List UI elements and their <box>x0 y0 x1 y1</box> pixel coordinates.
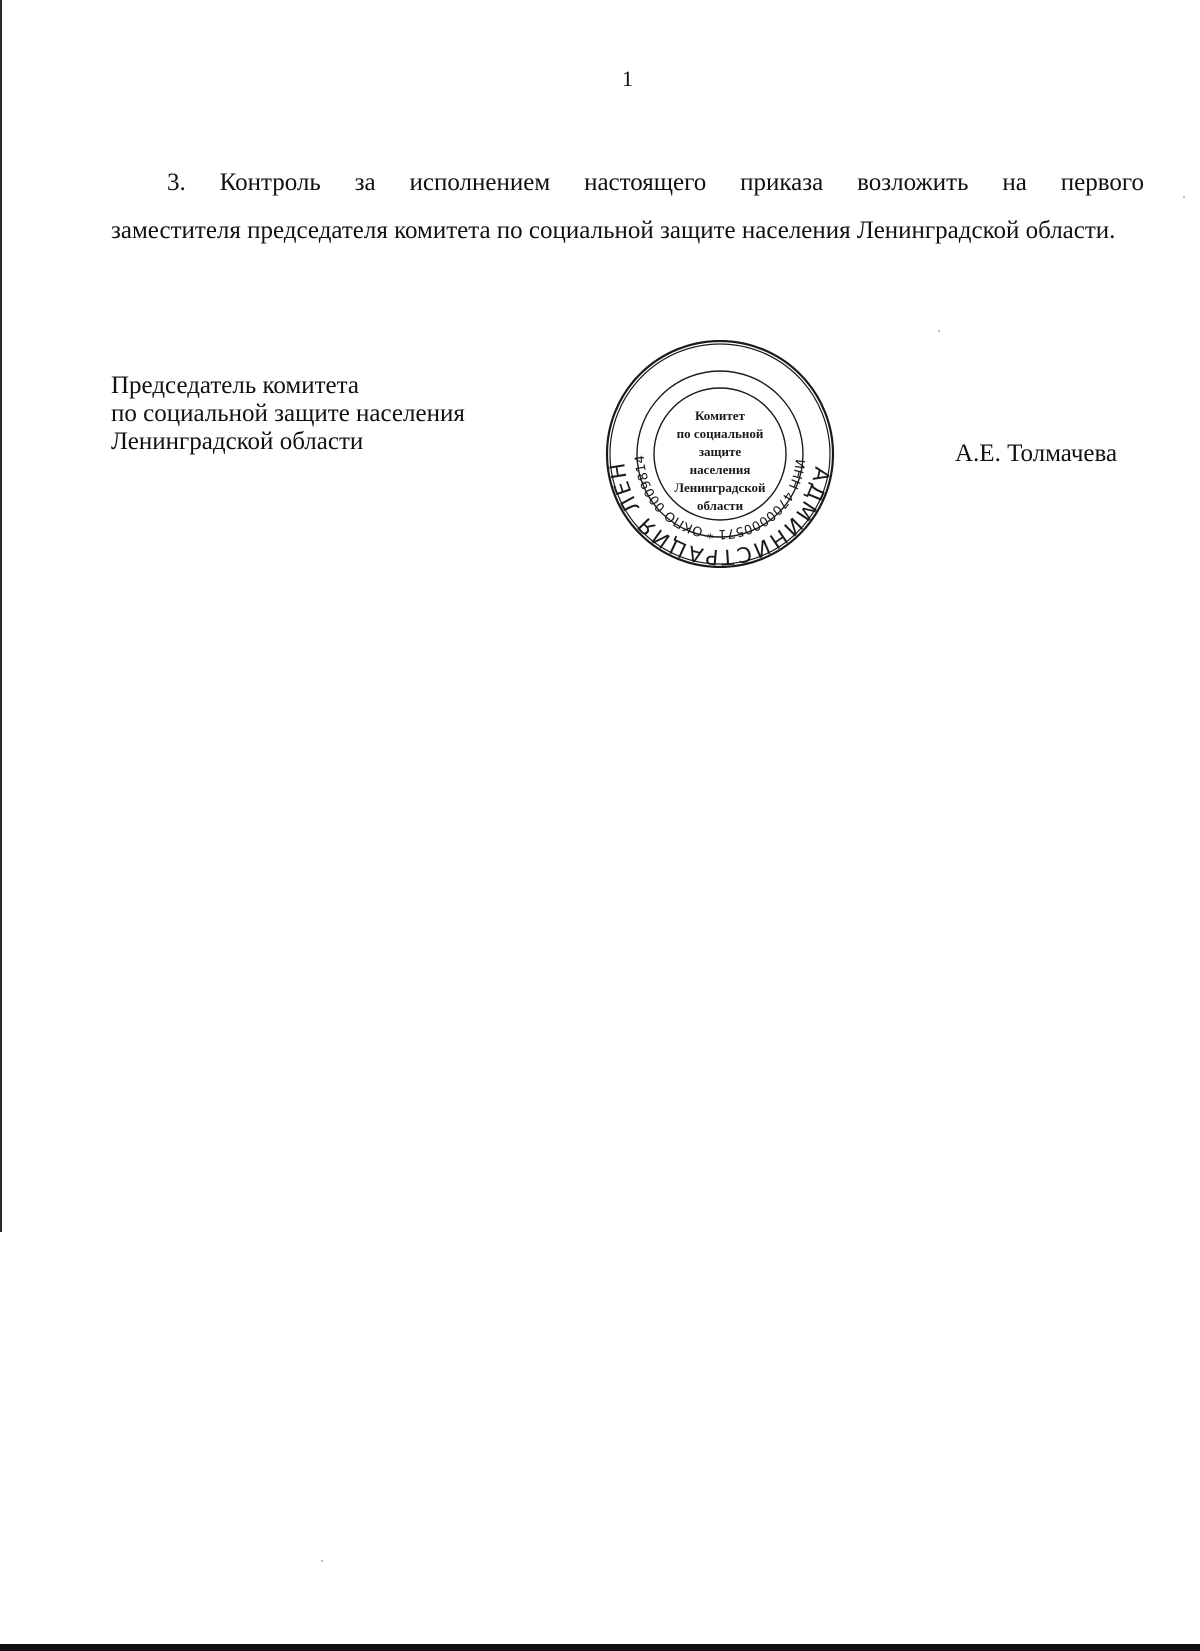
official-seal <box>600 340 840 568</box>
seal-center-line: области <box>696 498 744 513</box>
paragraph-item-3 <box>111 159 1144 255</box>
paragraph-continuation: заместителя председателя комитета по социальной защите населения Ленинградской области. <box>111 217 1116 244</box>
signatory-position <box>111 372 465 456</box>
seal-graphic <box>600 340 840 568</box>
scan-speck <box>1183 196 1185 198</box>
seal-center-line: Комитет <box>695 408 745 423</box>
seal-outer-text: АДМИНИСТРАЦИЯ ЛЕН <box>605 459 835 568</box>
signatory-position-line: Ленинградской области <box>111 428 364 455</box>
seal-center-line: Ленинградской <box>674 480 766 495</box>
seal-center-line: по социальной <box>676 426 764 441</box>
page-number: 1 <box>622 66 633 91</box>
signatory-name: А.Е. Толмачева <box>955 440 1118 467</box>
scan-left-edge <box>0 0 2 1232</box>
scan-bottom-edge <box>0 1644 1200 1651</box>
paragraph-first-line: 3. Контроль за исполнением настоящего приказа возложить на первого <box>167 169 1144 196</box>
seal-center-line: защите <box>698 444 742 459</box>
signatory-position-line: Председатель комитета <box>111 372 359 399</box>
seal-center-line: населения <box>689 462 751 477</box>
scan-speck <box>938 330 940 332</box>
scan-speck <box>321 1560 323 1562</box>
seal-ring-text: ИНН 4700000571 * ОКПО 0009814 <box>632 454 807 542</box>
signatory-position-line: по социальной защите населения <box>111 400 465 427</box>
